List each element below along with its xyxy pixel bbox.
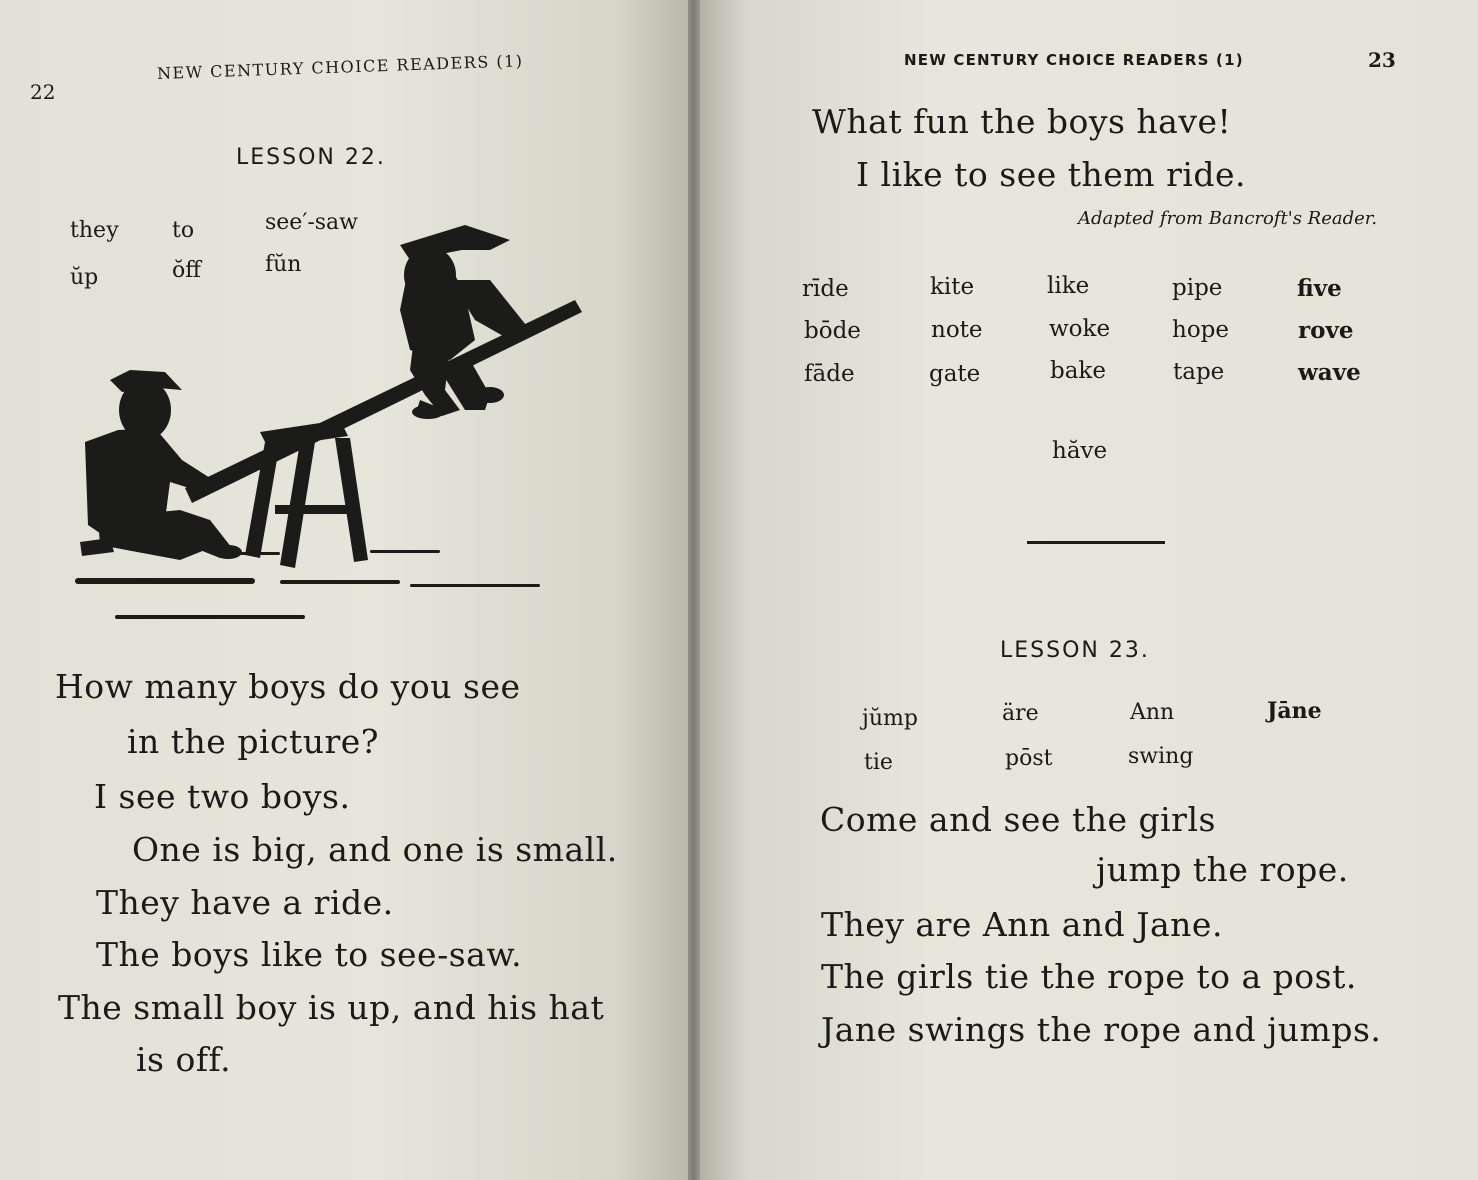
vocab-word: Jāne <box>1267 698 1322 724</box>
vocab-word: pōst <box>1005 746 1053 771</box>
word-cell: wave <box>1298 359 1361 386</box>
word-cell: tape <box>1173 359 1225 385</box>
text-line: in the picture? <box>127 722 380 761</box>
text-line: The boys like to see-saw. <box>96 935 523 974</box>
vocab-word: fŭn <box>265 252 302 277</box>
word-cell: bake <box>1050 358 1106 384</box>
text-line: is off. <box>136 1040 232 1079</box>
right-page <box>700 0 1478 1180</box>
text-line: Jane swings the rope and jumps. <box>821 1010 1382 1049</box>
text-line: The small boy is up, and his hat <box>58 988 605 1027</box>
vocab-word: tie <box>864 750 893 775</box>
word-cell: woke <box>1049 316 1111 342</box>
word-cell: note <box>931 317 983 343</box>
word-cell: rīde <box>802 276 849 302</box>
vocab-word: to <box>172 218 195 243</box>
attribution: Adapted from Bancroft's Reader. <box>1078 208 1378 229</box>
vocab-word: Ann <box>1130 700 1175 725</box>
word-cell: bōde <box>804 318 861 344</box>
vocab-word: see′-saw <box>265 210 358 235</box>
text-line: They have a ride. <box>96 883 394 922</box>
see-saw-illustration <box>70 220 590 630</box>
text-line: I see two boys. <box>94 777 351 816</box>
page-number: 23 <box>1368 48 1396 72</box>
page-number: 22 <box>30 80 56 104</box>
text-line: How many boys do you see <box>55 667 521 706</box>
vocab-word: äre <box>1002 701 1039 726</box>
word-cell: fāde <box>804 361 855 387</box>
section-divider <box>1027 541 1165 544</box>
running-head: NEW CENTURY CHOICE READERS (1) <box>156 51 524 83</box>
text-line: The girls tie the rope to a post. <box>821 957 1357 996</box>
lesson-title: LESSON 22. <box>236 145 386 170</box>
vocab-word: swing <box>1128 744 1194 769</box>
word-cell: pipe <box>1172 275 1223 301</box>
lesson-title: LESSON 23. <box>1000 638 1150 663</box>
word-cell: kite <box>930 274 975 300</box>
extra-word: hăve <box>1052 438 1108 464</box>
text-line: What fun the boys have! <box>812 102 1232 141</box>
word-cell: hope <box>1172 317 1229 343</box>
text-line: jump the rope. <box>1096 850 1349 889</box>
text-line: Come and see the girls <box>820 800 1216 839</box>
left-page <box>0 0 688 1180</box>
vocab-word: jŭmp <box>862 706 918 731</box>
word-cell: like <box>1047 273 1090 299</box>
vocab-word: theу <box>70 218 119 243</box>
word-cell: gate <box>929 361 981 387</box>
running-head: NEW CENTURY CHOICE READERS (1) <box>904 51 1244 69</box>
word-cell: rove <box>1298 317 1354 344</box>
text-line: I like to see them ride. <box>856 155 1247 194</box>
text-line: They are Ann and Jane. <box>821 905 1223 944</box>
word-cell: five <box>1297 275 1342 302</box>
text-line: One is big, and one is small. <box>132 830 618 869</box>
vocab-word: ŏff <box>172 258 201 283</box>
vocab-word: ŭp <box>70 265 99 290</box>
